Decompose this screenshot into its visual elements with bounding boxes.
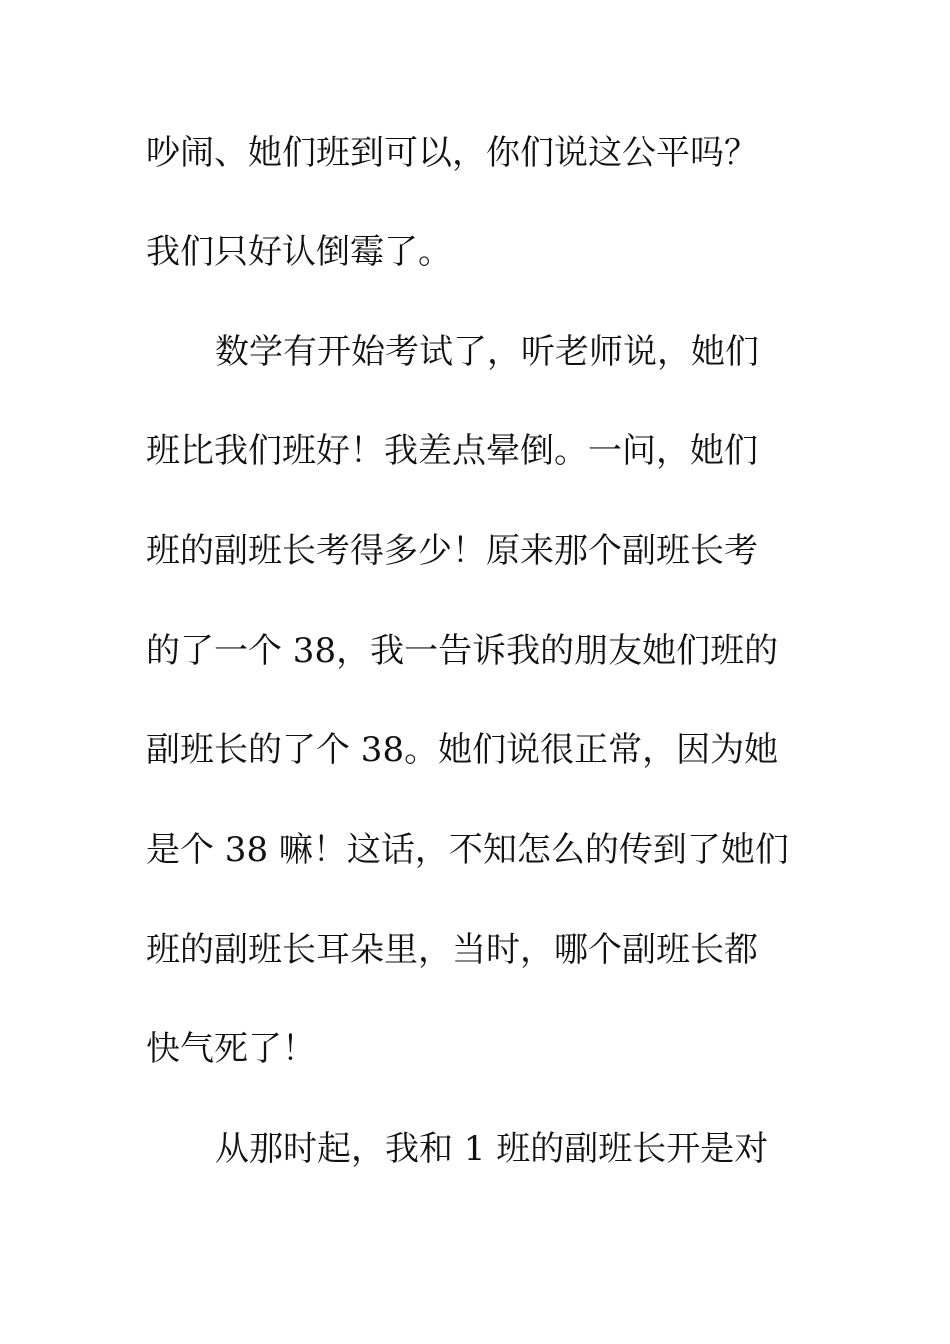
text-line-6: 的了一个 38，我一告诉我的朋友她们班的 — [146, 631, 779, 671]
paragraph-start-line-2: 从那时起，我和 1 班的副班长开是对 — [215, 1129, 769, 1169]
text-line-1: 吵闹、她们班到可以，你们说这公平吗？ — [146, 133, 758, 173]
text-line-4: 班比我们班好！我差点晕倒。一问，她们 — [146, 431, 758, 471]
text-line-8: 是个 38 嘛！这话，不知怎么的传到了她们 — [146, 830, 789, 870]
text-line-10: 快气死了！ — [146, 1029, 316, 1069]
text-line-9: 班的副班长耳朵里，当时，哪个副班长都 — [146, 930, 758, 970]
text-line-2: 我们只好认倒霉了。 — [146, 232, 452, 272]
paragraph-start-line: 数学有开始考试了，听老师说，她们 — [215, 332, 759, 372]
text-line-7: 副班长的了个 38。她们说很正常，因为她 — [146, 730, 779, 770]
text-line-5: 班的副班长考得多少！原来那个副班长考 — [146, 531, 758, 571]
